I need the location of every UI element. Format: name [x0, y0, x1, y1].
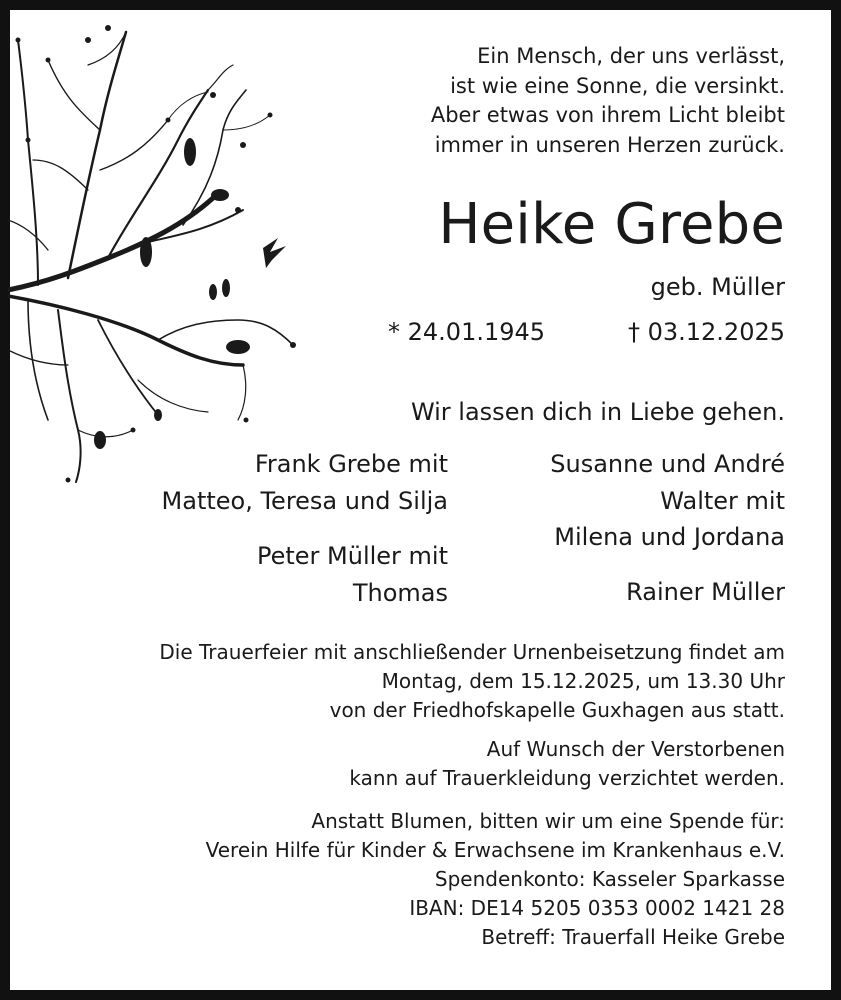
- maiden-name: geb. Müller: [650, 273, 785, 301]
- dress-note-line: Auf Wunsch der Verstorbenen: [486, 737, 785, 761]
- donation-line: Betreff: Trauerfall Heike Grebe: [481, 925, 785, 949]
- donation-details: [206, 807, 785, 952]
- funeral-line: Montag, dem 15.12.2025, um 13.30 Uhr: [381, 669, 785, 693]
- mourner-line: Walter mit: [660, 486, 785, 515]
- mourner-group: [162, 446, 448, 519]
- mourner-line: Milena und Jordana: [554, 523, 785, 551]
- mourner-group: [626, 574, 785, 611]
- deceased-name: Heike Grebe: [438, 192, 785, 257]
- tree-with-birds-illustration: [8, 20, 308, 490]
- dress-note-line: kann auf Trauerkleidung verzichtet werden.: [349, 766, 785, 790]
- funeral-line: von der Friedhofskapelle Guxhagen aus statt.: [329, 698, 785, 722]
- poem-line: immer in unseren Herzen zurück.: [434, 132, 785, 157]
- donation-line: Spendenkonto: Kasseler Sparkasse: [434, 867, 785, 891]
- donation-line: Verein Hilfe für Kinder & Erwachsene im Krankenhaus e.V.: [205, 838, 785, 862]
- mourner-line: Frank Grebe mit: [254, 450, 448, 478]
- mourner-line: Thomas: [352, 578, 448, 607]
- mourner-line: Peter Müller mit: [256, 542, 448, 570]
- mourner-group: [257, 538, 448, 611]
- mourner-group: [550, 446, 785, 556]
- donation-line: Anstatt Blumen, bitten wir um eine Spende für:: [311, 809, 785, 833]
- poem-line: Ein Mensch, der uns verlässt,: [477, 44, 785, 68]
- funeral-details: [159, 638, 785, 725]
- poem-line: ist wie eine Sonne, die versinkt.: [450, 73, 785, 98]
- mourner-line: Rainer Müller: [626, 578, 785, 606]
- poem: [431, 42, 785, 160]
- donation-line: IBAN: DE14 5205 0353 0002 1421 28: [409, 896, 785, 920]
- poem-line: Aber etwas von ihrem Licht bleibt: [430, 103, 785, 127]
- dress-note: [349, 735, 785, 793]
- birth-date: * 24.01.1945: [388, 318, 546, 346]
- farewell-line: Wir lassen dich in Liebe gehen.: [410, 398, 785, 426]
- mourner-line: Susanne und André: [550, 450, 785, 478]
- funeral-line: Die Trauerfeier mit anschließender Urnenbeisetzung findet am: [159, 640, 785, 664]
- death-date: † 03.12.2025: [627, 318, 785, 346]
- mourner-line: Matteo, Teresa und Silja: [161, 486, 448, 515]
